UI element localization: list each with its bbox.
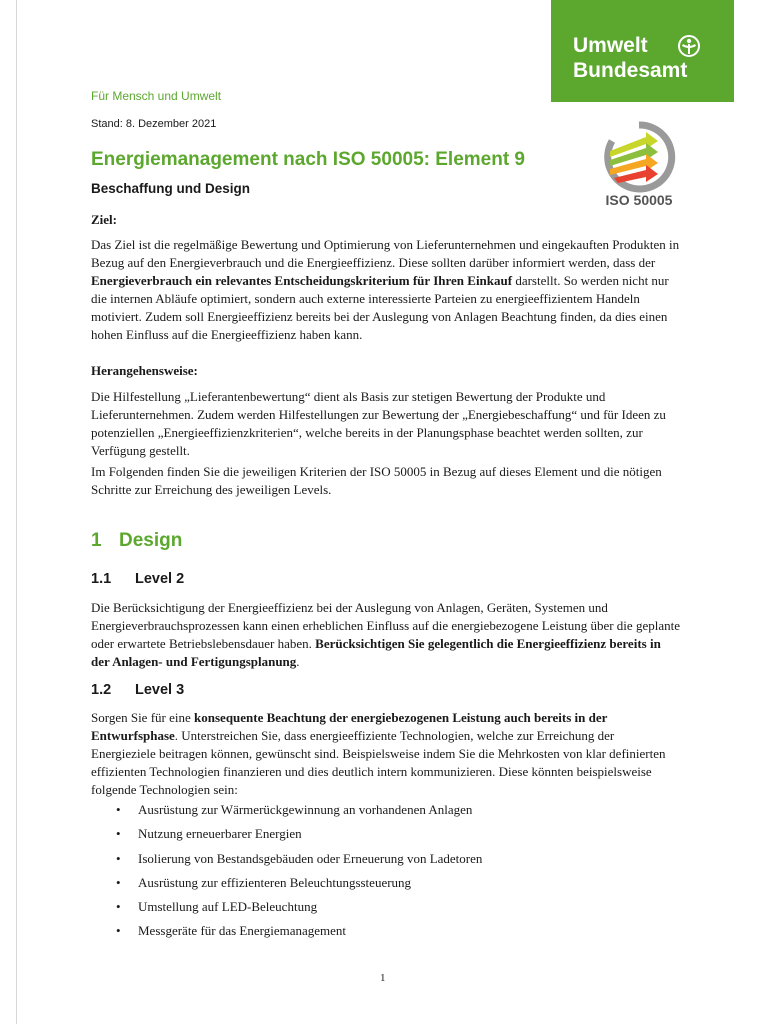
section-heading-design <box>91 530 182 552</box>
subsection-number: 1.1 <box>91 571 112 587</box>
iso-label: ISO 50005 <box>605 192 673 208</box>
list-item: • Ausrüstung zur Wärmerückgewinnung an vorhandenen Anlagen <box>116 802 473 817</box>
umweltbundesamt-logo <box>551 0 734 102</box>
document-date: Stand: 8. Dezember 2021 <box>91 118 217 130</box>
herangehensweise-paragraph-1: Die Hilfestellung „Lieferantenbewertung“ dient als Basis zur stetigen Bewertung der Produkte und Lieferunternehmen. Zudem werden Hilfestellungen zur Bewertung der „Energiebeschaffung“ und für Ideen zu potenziellen „Energieeffizienzkriterien“, welche bereits in der Planungsphase beachtet werden sollten, zur Verfügung gestellt. <box>91 389 666 458</box>
tree-person-icon <box>678 35 700 57</box>
level-3-paragraph: Sorgen Sie für eine konsequente Beachtung der energiebezogenen Leistung auch bereits in der Entwurfsphase. Unterstreichen Sie, dass energieeffiziente Technologien, welche zur Erreichung der Energieziele beitragen können, gewünscht sind. Beispielsweise indem Sie die Mehrkosten von klar definierten effizienten Technologien finanzieren und dies deutlich intern kommunizieren. Diese könnten beispielsweise folgende Technologien sein: <box>91 710 666 797</box>
brand-line-2: Bundesamt <box>573 59 688 82</box>
page-left-margin <box>0 0 17 1024</box>
technology-list <box>91 801 482 947</box>
list-item: • Isolierung von Bestandsgebäuden oder Erneuerung von Ladetoren <box>116 850 483 866</box>
brand-line-1: Umwelt <box>573 34 648 57</box>
bullet-icon: • <box>116 802 121 817</box>
subsection-heading-level-2 <box>91 571 184 587</box>
level-2-paragraph: Die Berücksichtigung der Energieeffizienz bei der Auslegung von Anlagen, Geräten, Systemen und Energieverbrauchsprozessen kann einen erheblichen Einfluss auf die energiebezogene Leistung über die geplante oder erwartete Betriebslebensdauer haben. Berücksichtigen Sie gelegentlich die Energieeffizienz bereits in der Anlagen- und Fertigungsplanung. <box>91 600 680 669</box>
bullet-icon: • <box>116 874 121 890</box>
list-item: • Ausrüstung zur effizienteren Beleuchtungssteuerung <box>116 874 412 890</box>
page-number: 1 <box>380 972 386 984</box>
ziel-heading: Ziel: <box>91 212 117 227</box>
herangehensweise-paragraph-2: Im Folgenden finden Sie die jeweiligen Kriterien der ISO 50005 in Bezug auf dieses Element und die nötigen Schritte zur Erreichung des jeweiligen Levels. <box>91 464 662 497</box>
page-title: Energiemanagement nach ISO 50005: Element 9 <box>91 149 526 170</box>
tagline: Für Mensch und Umwelt <box>91 89 222 103</box>
bullet-icon: • <box>116 923 121 939</box>
herangehensweise-heading: Herangehensweise: <box>91 363 198 378</box>
subsection-title: Level 2 <box>135 571 185 587</box>
subsection-heading-level-3 <box>91 682 184 698</box>
iso-50005-logo <box>600 117 678 209</box>
bullet-icon: • <box>116 899 121 915</box>
bullet-icon: • <box>116 850 121 866</box>
section-number: 1 <box>91 530 102 551</box>
ziel-paragraph: Das Ziel ist die regelmäßige Bewertung und Optimierung von Lieferunternehmen und eingekauften Produkten in Bezug auf den Energieverbrauch und die Energieeffizienz. Diese sollten darüber informiert werden, dass der Energieverbrauch ein relevantes Entscheidungskriterium für Ihren Einkauf darstellt. So werden nicht nur die internen Abläufe optimiert, sondern auch externe interessierte Parteien zu energieeffizientem Handeln motiviert. Zudem soll Energieeffizienz bereits bei der Auslegung von Anlagen Beachtung finden, da dies einen hohen Einfluss auf die Energieeffizienz haben kann. <box>91 237 680 342</box>
list-item: • Messgeräte für das Energiemanagement <box>116 923 347 939</box>
list-item: • Umstellung auf LED-Beleuchtung <box>116 899 318 915</box>
page-subtitle: Beschaffung und Design <box>91 181 251 196</box>
bullet-icon: • <box>116 826 121 842</box>
subsection-number: 1.2 <box>91 682 112 698</box>
section-title: Design <box>119 530 183 551</box>
list-item: • Nutzung erneuerbarer Energien <box>116 826 302 842</box>
subsection-title: Level 3 <box>135 682 185 698</box>
